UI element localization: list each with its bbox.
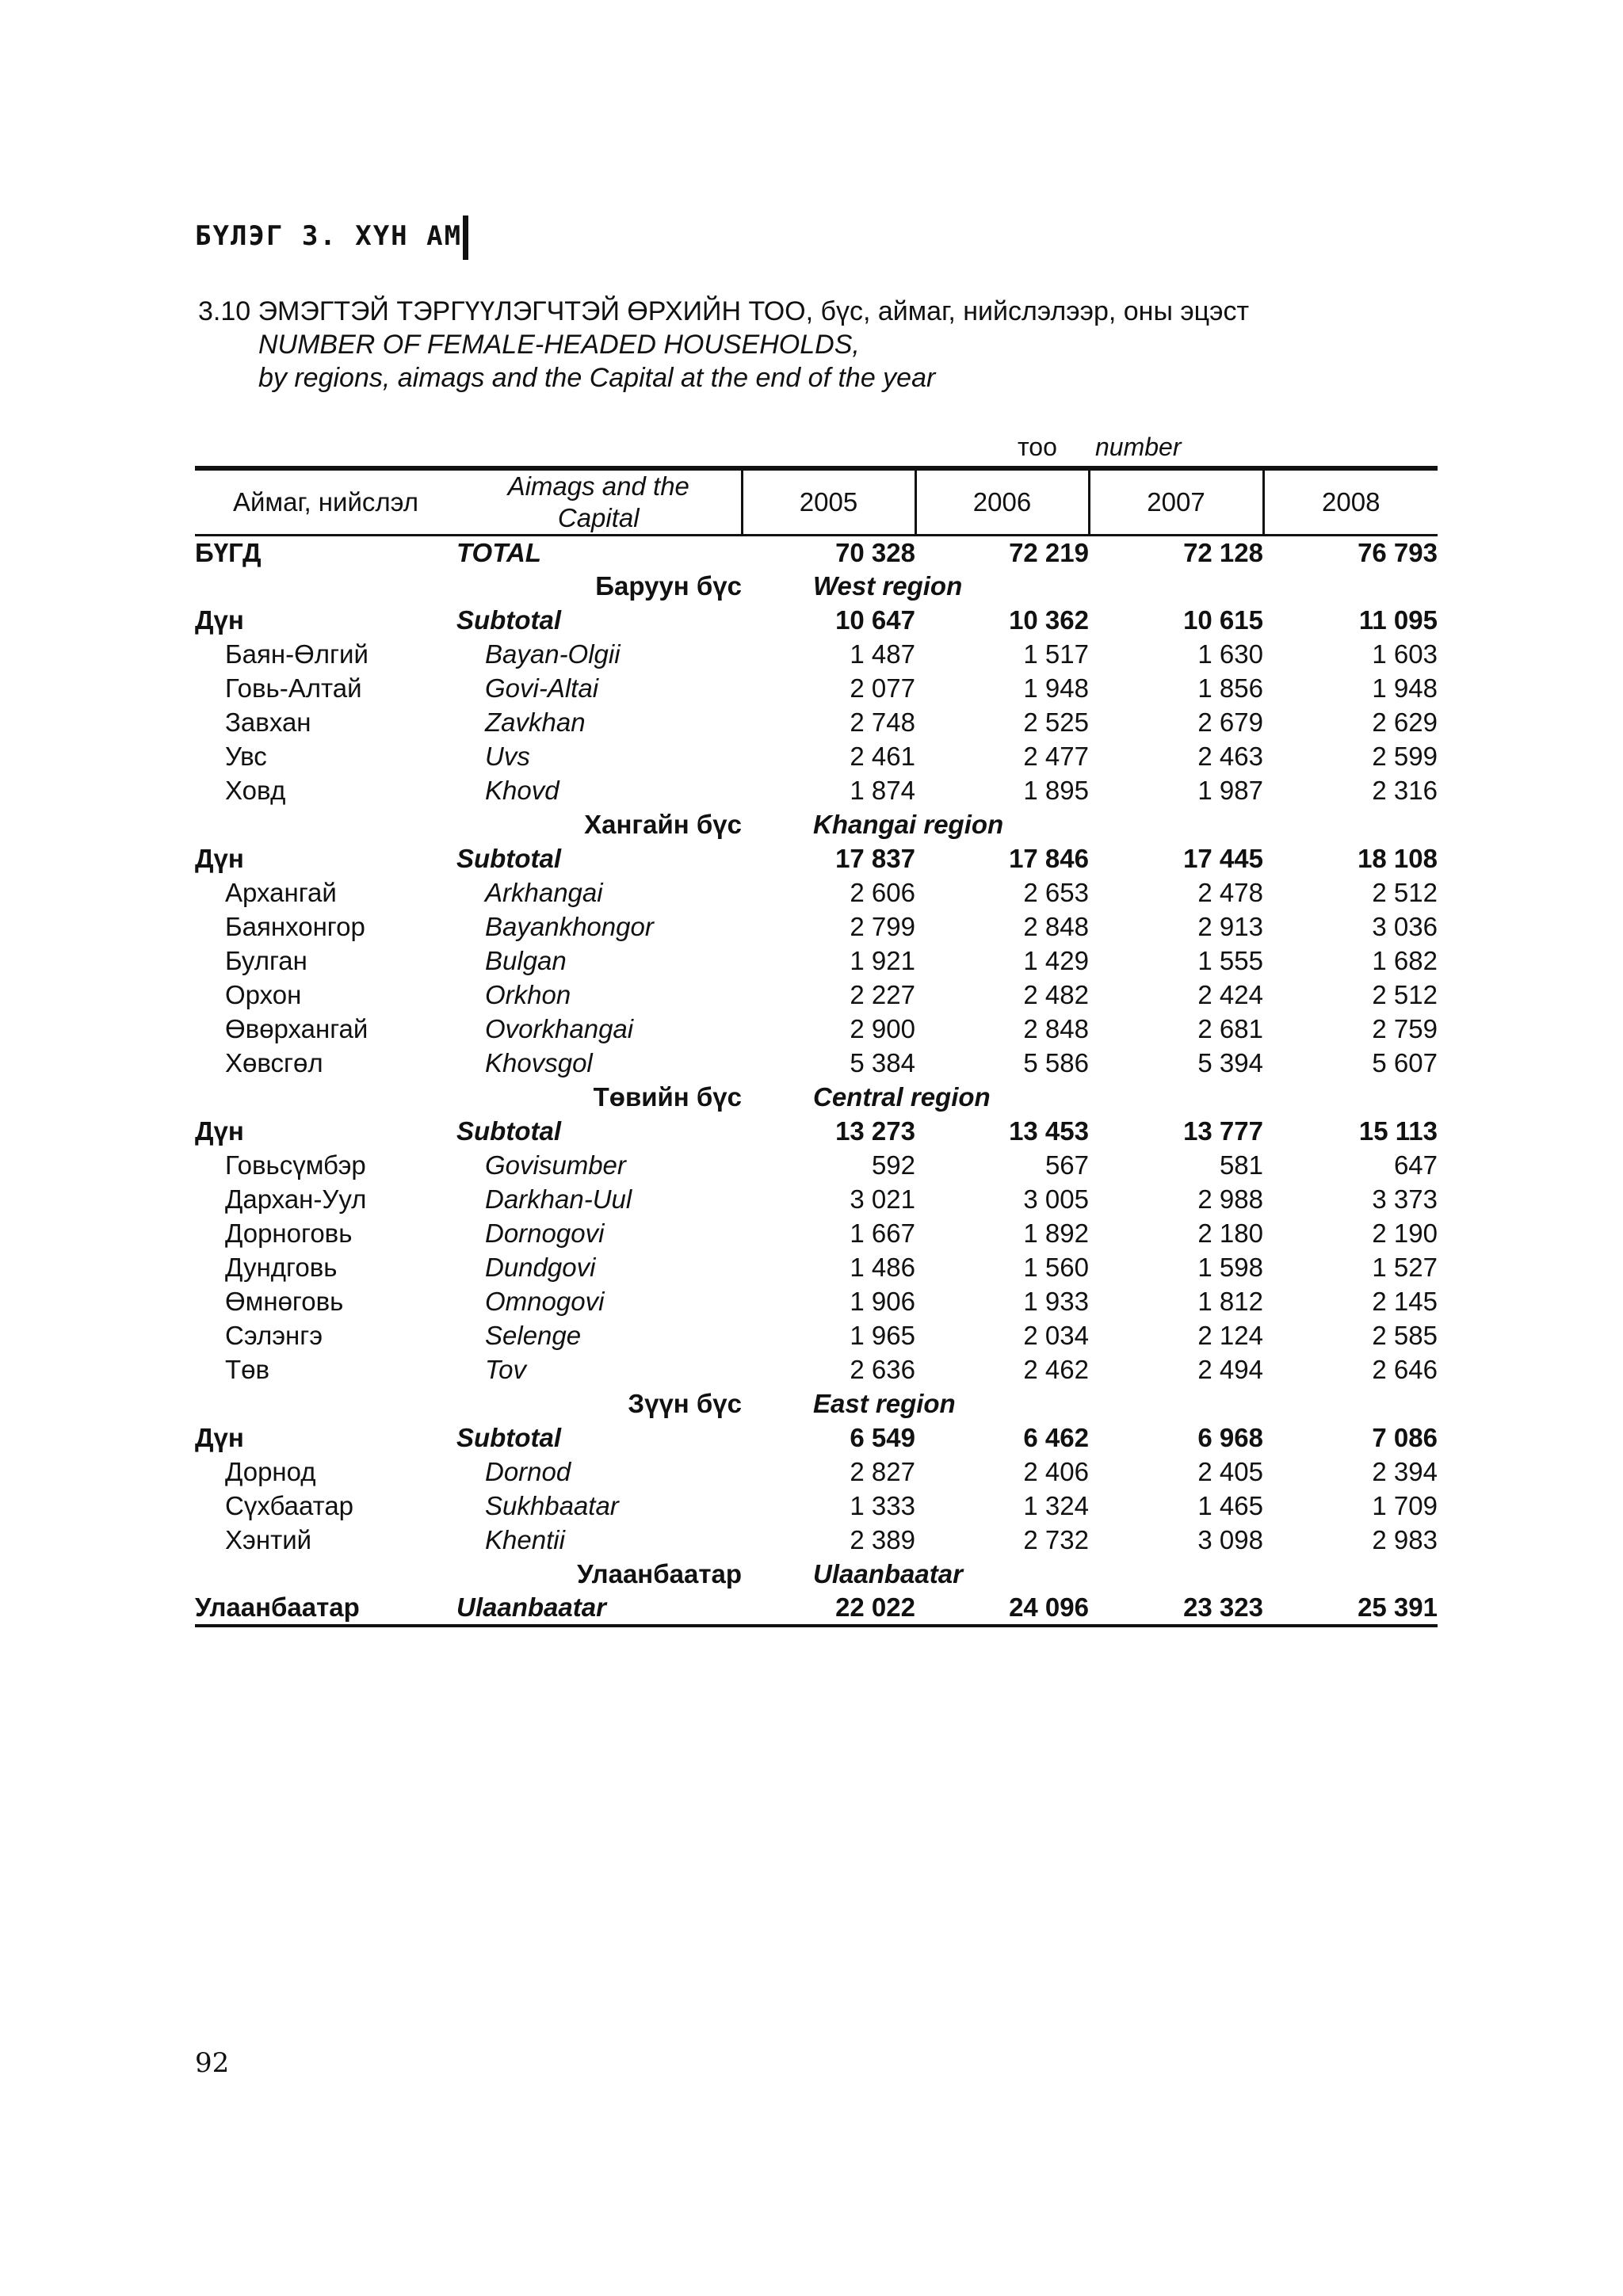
cell-value: 2 636 — [850, 1355, 915, 1384]
chapter-divider — [463, 215, 468, 260]
cell-value: 2 462 — [1023, 1355, 1089, 1384]
row-label-en: Khovsgol — [485, 1048, 593, 1077]
row-label-en: Dundgovi — [485, 1253, 596, 1282]
households-table — [195, 466, 1438, 1627]
cell-value: 10 615 — [1183, 605, 1263, 635]
cell-value: 1 812 — [1197, 1287, 1263, 1316]
row-label-en: Darkhan-Uul — [485, 1184, 632, 1214]
row-label-en: Govisumber — [485, 1150, 626, 1180]
row-label-mn: Өмнөговь — [225, 1287, 344, 1316]
cell-value: 5 586 — [1023, 1048, 1089, 1077]
table-row — [195, 1183, 1438, 1217]
table-row — [195, 706, 1438, 740]
cell-value: 2 463 — [1197, 742, 1263, 771]
cell-value: 2 913 — [1197, 912, 1263, 941]
subtotal-row — [195, 1115, 1438, 1149]
cell-value: 10 647 — [835, 605, 915, 635]
region-name-mn: Улаанбаатар — [577, 1559, 742, 1589]
cell-value: 1 667 — [850, 1219, 915, 1248]
row-label-mn: Төв — [225, 1355, 270, 1384]
row-label-mn: Баянхонгор — [225, 912, 365, 941]
cell-value: 1 948 — [1023, 673, 1089, 703]
cell-value: 2 494 — [1197, 1355, 1263, 1384]
table-row — [195, 1285, 1438, 1319]
total-row — [195, 536, 1438, 570]
row-label-mn: Улаанбаатар — [195, 1592, 456, 1626]
title-en-line-2: by regions, aimags and the Capital at the end of the year — [258, 363, 936, 393]
cell-value: 2 482 — [1023, 980, 1089, 1009]
cell-value: 2 477 — [1023, 742, 1089, 771]
cell-value: 2 848 — [1023, 912, 1089, 941]
cell-value: 581 — [1219, 1150, 1263, 1180]
table-row — [195, 978, 1438, 1013]
table-row — [195, 1319, 1438, 1353]
header-year: 2007 — [1089, 468, 1263, 536]
cell-value: 2 190 — [1372, 1219, 1438, 1248]
row-label-en: Uvs — [485, 742, 530, 771]
cell-value: 1 630 — [1197, 639, 1263, 669]
row-label-en: Bayan-Olgii — [485, 639, 621, 669]
cell-value: 3 036 — [1372, 912, 1438, 941]
cell-value: 2 145 — [1372, 1287, 1438, 1316]
cell-value: 592 — [871, 1150, 915, 1180]
region-heading-row — [195, 808, 1438, 842]
row-label-en: Orkhon — [485, 980, 571, 1009]
cell-value: 1 682 — [1372, 946, 1438, 975]
row-label-en: Bayankhongor — [485, 912, 654, 941]
title-en-line-1: NUMBER OF FEMALE-HEADED HOUSEHOLDS, — [258, 330, 860, 360]
row-label-mn: Хөвсгөл — [225, 1048, 323, 1077]
cell-value: 23 323 — [1089, 1592, 1263, 1626]
row-label-mn: Архангай — [225, 878, 337, 907]
cell-value: 1 429 — [1023, 946, 1089, 975]
unit-label-en: number — [1095, 433, 1182, 461]
cell-value: 2 424 — [1197, 980, 1263, 1009]
row-label-mn: Булган — [225, 946, 307, 975]
cell-value: 6 462 — [1023, 1423, 1089, 1452]
row-label-mn: Хэнтий — [225, 1525, 312, 1554]
cell-value: 13 453 — [1009, 1116, 1089, 1146]
row-label-mn: Ховд — [225, 776, 286, 805]
cell-value: 15 113 — [1358, 1116, 1438, 1146]
row-label-en: Subtotal — [456, 1423, 561, 1452]
row-label-en: Govi-Altai — [485, 673, 599, 703]
subtotal-row — [195, 1592, 1438, 1626]
row-label-en: TOTAL — [456, 537, 541, 567]
subtotal-row — [195, 842, 1438, 876]
row-label-en: Tov — [485, 1355, 526, 1384]
subtotal-row — [195, 604, 1438, 638]
cell-value: 1 465 — [1197, 1491, 1263, 1520]
cell-value: 1 892 — [1023, 1219, 1089, 1248]
cell-value: 3 098 — [1197, 1525, 1263, 1554]
row-label-mn: Дүн — [195, 1423, 244, 1452]
table-row — [195, 1013, 1438, 1047]
cell-value: 2 124 — [1197, 1321, 1263, 1350]
row-label-en: Arkhangai — [485, 878, 603, 907]
cell-value: 2 406 — [1023, 1457, 1089, 1486]
cell-value: 1 906 — [850, 1287, 915, 1316]
row-label-en: Subtotal — [456, 844, 561, 873]
cell-value: 3 005 — [1023, 1184, 1089, 1214]
cell-value: 5 384 — [850, 1048, 915, 1077]
cell-value: 1 555 — [1197, 946, 1263, 975]
cell-value: 2 681 — [1197, 1014, 1263, 1043]
header-aimag-en — [456, 468, 742, 536]
table-row — [195, 1455, 1438, 1489]
cell-value: 5 394 — [1197, 1048, 1263, 1077]
table-row — [195, 1149, 1438, 1183]
cell-value: 70 328 — [835, 537, 915, 567]
cell-value: 17 445 — [1183, 844, 1263, 873]
row-label-mn: Дорноговь — [225, 1219, 353, 1248]
table-row — [195, 1524, 1438, 1558]
cell-value: 2 900 — [850, 1014, 915, 1043]
row-label-mn: Сэлэнгэ — [225, 1321, 323, 1350]
row-label-mn: Увс — [225, 742, 267, 771]
cell-value: 1 527 — [1372, 1253, 1438, 1282]
row-label-mn: Говь-Алтай — [225, 673, 362, 703]
cell-value: 2 629 — [1372, 707, 1438, 737]
cell-value: 10 362 — [1009, 605, 1089, 635]
cell-value: 2 034 — [1023, 1321, 1089, 1350]
cell-value: 5 607 — [1372, 1048, 1438, 1077]
cell-value: 1 709 — [1372, 1491, 1438, 1520]
region-heading-row — [195, 1387, 1438, 1421]
row-label-mn: Говьсүмбэр — [225, 1150, 366, 1180]
title-mn: 3.10 ЭМЭГТЭЙ ТЭРГҮҮЛЭГЧТЭЙ ӨРХИЙН ТОО, бүс, аймаг, нийслэлээр, оны эцэст — [198, 296, 1250, 326]
row-label-en: Dornogovi — [485, 1219, 605, 1248]
cell-value: 18 108 — [1358, 844, 1438, 873]
cell-value: 13 273 — [835, 1116, 915, 1146]
row-label-en: Selenge — [485, 1321, 582, 1350]
row-label-en: Bulgan — [485, 946, 567, 975]
cell-value: 1 517 — [1023, 639, 1089, 669]
cell-value: 6 549 — [850, 1423, 915, 1452]
row-label-en: Dornod — [485, 1457, 571, 1486]
cell-value: 2 585 — [1372, 1321, 1438, 1350]
cell-value: 1 598 — [1197, 1253, 1263, 1282]
cell-value: 1 987 — [1197, 776, 1263, 805]
cell-value: 13 777 — [1183, 1116, 1263, 1146]
row-label-en: Khovd — [485, 776, 559, 805]
cell-value: 2 227 — [850, 980, 915, 1009]
cell-value: 1 333 — [850, 1491, 915, 1520]
table-row — [195, 1489, 1438, 1524]
row-label-mn: Завхан — [225, 707, 311, 737]
cell-value: 1 965 — [850, 1321, 915, 1350]
row-label-en: Subtotal — [456, 605, 561, 635]
region-name-en: West region — [813, 571, 963, 601]
row-label-en: Subtotal — [456, 1116, 561, 1146]
region-name-en: East region — [813, 1389, 956, 1418]
cell-value: 2 077 — [850, 673, 915, 703]
row-label-en: Ovorkhangai — [485, 1014, 634, 1043]
cell-value: 2 389 — [850, 1525, 915, 1554]
header-aimag-en-line-2: Capital — [557, 503, 640, 532]
cell-value: 1 487 — [850, 639, 915, 669]
header-row — [195, 468, 1438, 536]
region-name-en: Ulaanbaatar — [813, 1559, 963, 1589]
region-name-mn: Хангайн бүс — [584, 810, 742, 839]
cell-value: 2 405 — [1197, 1457, 1263, 1486]
table-row — [195, 1353, 1438, 1387]
cell-value: 2 759 — [1372, 1014, 1438, 1043]
header-year: 2005 — [742, 468, 915, 536]
row-label-mn: Дүн — [195, 1116, 244, 1146]
table-row — [195, 944, 1438, 978]
cell-value: 72 219 — [1009, 537, 1089, 567]
cell-value: 2 653 — [1023, 878, 1089, 907]
row-label-mn: Дорнод — [225, 1457, 316, 1486]
cell-value: 6 968 — [1197, 1423, 1263, 1452]
cell-value: 1 874 — [850, 776, 915, 805]
cell-value: 2 316 — [1372, 776, 1438, 805]
region-heading-row — [195, 1081, 1438, 1115]
cell-value: 2 848 — [1023, 1014, 1089, 1043]
row-label-mn: Сүхбаатар — [225, 1491, 354, 1520]
cell-value: 2 799 — [850, 912, 915, 941]
cell-value: 24 096 — [915, 1592, 1089, 1626]
cell-value: 2 646 — [1372, 1355, 1438, 1384]
subtotal-row — [195, 1421, 1438, 1455]
header-year: 2008 — [1263, 468, 1438, 536]
cell-value: 2 827 — [850, 1457, 915, 1486]
region-name-en: Khangai region — [813, 810, 1004, 839]
table-row — [195, 876, 1438, 910]
region-heading-row — [195, 570, 1438, 604]
cell-value: 1 933 — [1023, 1287, 1089, 1316]
cell-value: 1 895 — [1023, 776, 1089, 805]
cell-value: 11 095 — [1358, 605, 1438, 635]
cell-value: 2 679 — [1197, 707, 1263, 737]
cell-value: 1 486 — [850, 1253, 915, 1282]
cell-value: 17 837 — [835, 844, 915, 873]
row-label-mn: Баян-Өлгий — [225, 639, 369, 669]
cell-value: 2 525 — [1023, 707, 1089, 737]
cell-value: 2 988 — [1197, 1184, 1263, 1214]
cell-value: 72 128 — [1183, 537, 1263, 567]
cell-value: 2 983 — [1372, 1525, 1438, 1554]
cell-value: 2 732 — [1023, 1525, 1089, 1554]
cell-value: 3 021 — [850, 1184, 915, 1214]
cell-value: 2 512 — [1372, 980, 1438, 1009]
row-label-mn: Дүн — [195, 605, 244, 635]
unit-label-mn: тоо — [1018, 433, 1057, 461]
table-row — [195, 638, 1438, 672]
cell-value: 22 022 — [742, 1592, 915, 1626]
header-aimag-mn: Аймаг, нийслэл — [195, 468, 456, 536]
header-aimag-en-line-1: Aimags and the — [507, 471, 689, 501]
cell-value: 1 324 — [1023, 1491, 1089, 1520]
cell-value: 2 599 — [1372, 742, 1438, 771]
row-label-en: Ulaanbaatar — [456, 1592, 742, 1626]
region-name-mn: Зүүн бүс — [628, 1389, 742, 1418]
page-number: 92 — [195, 2047, 230, 2079]
table-row — [195, 672, 1438, 706]
cell-value: 1 603 — [1372, 639, 1438, 669]
cell-value: 2 748 — [850, 707, 915, 737]
cell-value: 2 606 — [850, 878, 915, 907]
cell-value: 3 373 — [1372, 1184, 1438, 1214]
region-name-en: Central region — [813, 1082, 991, 1112]
cell-value: 567 — [1044, 1150, 1089, 1180]
cell-value: 1 560 — [1023, 1253, 1089, 1282]
cell-value: 1 948 — [1372, 673, 1438, 703]
region-heading-row — [195, 1558, 1438, 1592]
region-name-mn: Баруун бүс — [595, 571, 742, 601]
row-label-mn: Дундговь — [225, 1253, 338, 1282]
table-row — [195, 1047, 1438, 1081]
table-row — [195, 740, 1438, 774]
header-year: 2006 — [915, 468, 1089, 536]
cell-value: 2 180 — [1197, 1219, 1263, 1248]
row-label-mn: Дархан-Уул — [225, 1184, 367, 1214]
cell-value: 1 921 — [850, 946, 915, 975]
row-label-en: Zavkhan — [485, 707, 586, 737]
table-row — [195, 910, 1438, 944]
table-title — [198, 295, 1249, 395]
cell-value: 647 — [1393, 1150, 1438, 1180]
row-label-mn: Дүн — [195, 844, 244, 873]
cell-value: 7 086 — [1372, 1423, 1438, 1452]
cell-value: 2 461 — [850, 742, 915, 771]
cell-value: 17 846 — [1009, 844, 1089, 873]
cell-value: 76 793 — [1358, 537, 1438, 567]
row-label-mn: БҮГД — [195, 537, 262, 567]
cell-value: 1 856 — [1197, 673, 1263, 703]
cell-value: 25 391 — [1263, 1592, 1438, 1626]
table-row — [195, 774, 1438, 808]
row-label-en: Sukhbaatar — [485, 1491, 619, 1520]
table-row — [195, 1217, 1438, 1251]
row-label-mn: Орхон — [225, 980, 302, 1009]
chapter-heading: БҮЛЭГ 3. ХҮН АМ — [195, 220, 463, 252]
row-label-mn: Өвөрхангай — [225, 1014, 369, 1043]
region-name-mn: Төвийн бүс — [593, 1082, 742, 1112]
cell-value: 2 478 — [1197, 878, 1263, 907]
cell-value: 2 394 — [1372, 1457, 1438, 1486]
cell-value: 2 512 — [1372, 878, 1438, 907]
table-row — [195, 1251, 1438, 1285]
row-label-en: Omnogovi — [485, 1287, 605, 1316]
row-label-en: Khentii — [485, 1525, 565, 1554]
